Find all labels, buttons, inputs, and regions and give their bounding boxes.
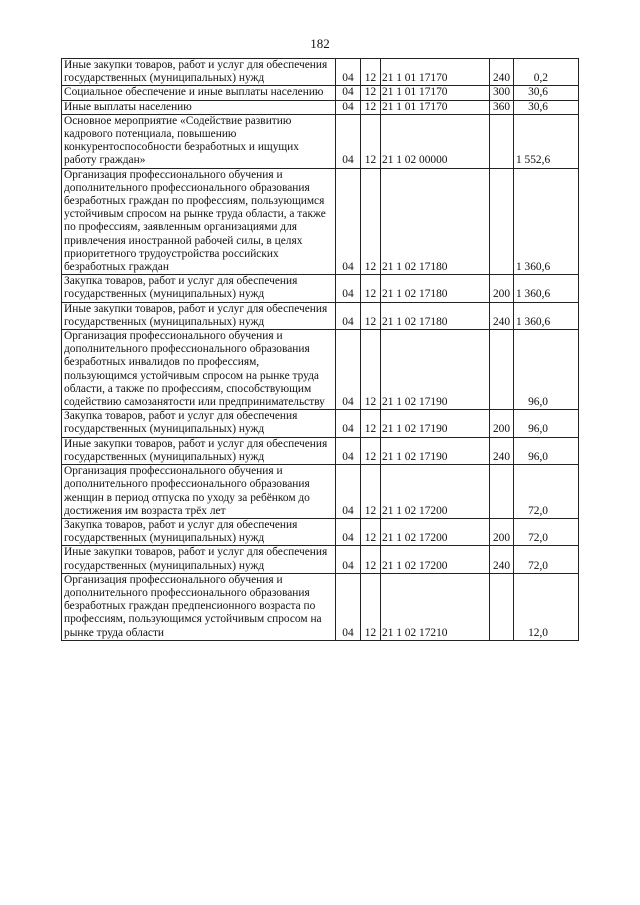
row-section-code: 04 (336, 168, 361, 275)
row-name: Закупка товаров, работ и услуг для обеспечения государственных (муниципальных) нужд (62, 410, 336, 437)
table-row (62, 518, 579, 545)
row-subsection-code: 12 (361, 465, 381, 519)
table-row (62, 302, 579, 329)
row-expense-type-code: 200 (490, 410, 514, 437)
table-row (62, 114, 579, 168)
row-target-article-code: 21 1 02 00000 (381, 114, 490, 168)
row-target-article-code: 21 1 02 17200 (381, 546, 490, 573)
row-name: Иные закупки товаров, работ и услуг для обеспечения государственных (муниципальных) нужд (62, 59, 336, 86)
row-section-code: 04 (336, 275, 361, 302)
row-subsection-code: 12 (361, 546, 381, 573)
table-row (62, 100, 579, 114)
row-section-code: 04 (336, 437, 361, 464)
row-amount: 30,6 (514, 86, 579, 100)
budget-table-body (62, 59, 579, 641)
table-row (62, 546, 579, 573)
table-row (62, 168, 579, 275)
row-expense-type-code (490, 465, 514, 519)
row-target-article-code: 21 1 02 17200 (381, 518, 490, 545)
row-subsection-code: 12 (361, 168, 381, 275)
row-subsection-code: 12 (361, 330, 381, 410)
row-section-code: 04 (336, 114, 361, 168)
row-subsection-code: 12 (361, 100, 381, 114)
row-subsection-code: 12 (361, 302, 381, 329)
row-subsection-code: 12 (361, 275, 381, 302)
row-target-article-code: 21 1 02 17180 (381, 275, 490, 302)
table-row (62, 275, 579, 302)
row-amount: 96,0 (514, 437, 579, 464)
table-row (62, 465, 579, 519)
row-target-article-code: 21 1 02 17180 (381, 302, 490, 329)
row-name: Иные выплаты населению (62, 100, 336, 114)
row-name: Организация профессионального обучения и дополнительного профессионального образования женщин в период отпуска по уходу за ребёнком до достижения им возраста трёх лет (62, 465, 336, 519)
row-expense-type-code: 360 (490, 100, 514, 114)
row-subsection-code: 12 (361, 437, 381, 464)
row-subsection-code: 12 (361, 410, 381, 437)
row-name: Закупка товаров, работ и услуг для обеспечения государственных (муниципальных) нужд (62, 518, 336, 545)
row-section-code: 04 (336, 86, 361, 100)
row-subsection-code: 12 (361, 518, 381, 545)
row-amount: 1 360,6 (514, 275, 579, 302)
row-subsection-code: 12 (361, 59, 381, 86)
page-number: 182 (310, 36, 330, 51)
table-row (62, 437, 579, 464)
row-expense-type-code (490, 573, 514, 640)
row-amount: 96,0 (514, 330, 579, 410)
table-row (62, 59, 579, 86)
row-target-article-code: 21 1 02 17190 (381, 410, 490, 437)
row-section-code: 04 (336, 573, 361, 640)
row-amount: 30,6 (514, 100, 579, 114)
row-target-article-code: 21 1 02 17180 (381, 168, 490, 275)
row-target-article-code: 21 1 01 17170 (381, 59, 490, 86)
row-target-article-code: 21 1 02 17190 (381, 330, 490, 410)
row-expense-type-code: 200 (490, 518, 514, 545)
row-subsection-code: 12 (361, 86, 381, 100)
row-name: Иные закупки товаров, работ и услуг для обеспечения государственных (муниципальных) нужд (62, 302, 336, 329)
row-section-code: 04 (336, 330, 361, 410)
row-target-article-code: 21 1 01 17170 (381, 86, 490, 100)
row-section-code: 04 (336, 518, 361, 545)
row-amount: 1 552,6 (514, 114, 579, 168)
row-subsection-code: 12 (361, 114, 381, 168)
row-name: Социальное обеспечение и иные выплаты населению (62, 86, 336, 100)
row-name: Организация профессионального обучения и дополнительного профессионального образования безработных граждан по профессиям, пользующимся устойчивым спросом на рынке труда области, а также по профессиям, заявленным организациями для привлечения иностранной рабочей силы, в целях приоритетного трудоустройства российских безработных граждан (62, 168, 336, 275)
row-name: Организация профессионального обучения и дополнительного профессионального образования безработных инвалидов по профессиям, пользующимся устойчивым спросом на рынке труда области, а также по профессиям, способствующим содействию самозанятости или предпринимательству (62, 330, 336, 410)
row-amount: 0,2 (514, 59, 579, 86)
row-section-code: 04 (336, 546, 361, 573)
row-target-article-code: 21 1 02 17210 (381, 573, 490, 640)
row-expense-type-code: 240 (490, 302, 514, 329)
table-row (62, 410, 579, 437)
row-amount: 1 360,6 (514, 302, 579, 329)
row-section-code: 04 (336, 302, 361, 329)
row-target-article-code: 21 1 02 17190 (381, 437, 490, 464)
table-row (62, 573, 579, 640)
row-target-article-code: 21 1 02 17200 (381, 465, 490, 519)
row-subsection-code: 12 (361, 573, 381, 640)
row-section-code: 04 (336, 100, 361, 114)
row-amount: 72,0 (514, 518, 579, 545)
row-name: Закупка товаров, работ и услуг для обеспечения государственных (муниципальных) нужд (62, 275, 336, 302)
row-expense-type-code: 300 (490, 86, 514, 100)
row-name: Иные закупки товаров, работ и услуг для обеспечения государственных (муниципальных) нужд (62, 437, 336, 464)
row-expense-type-code: 240 (490, 59, 514, 86)
row-expense-type-code (490, 114, 514, 168)
table-row (62, 330, 579, 410)
row-expense-type-code (490, 330, 514, 410)
row-section-code: 04 (336, 410, 361, 437)
row-name: Иные закупки товаров, работ и услуг для обеспечения государственных (муниципальных) нужд (62, 546, 336, 573)
row-expense-type-code: 240 (490, 437, 514, 464)
row-amount: 12,0 (514, 573, 579, 640)
row-amount: 72,0 (514, 546, 579, 573)
row-expense-type-code: 240 (490, 546, 514, 573)
row-amount: 96,0 (514, 410, 579, 437)
row-expense-type-code: 200 (490, 275, 514, 302)
row-expense-type-code (490, 168, 514, 275)
row-section-code: 04 (336, 465, 361, 519)
table-row (62, 86, 579, 100)
row-name: Основное мероприятие «Содействие развитию кадрового потенциала, повышению конкурентоспособности безработных и ищущих работу граждан» (62, 114, 336, 168)
budget-table (61, 58, 579, 641)
row-amount: 1 360,6 (514, 168, 579, 275)
row-amount: 72,0 (514, 465, 579, 519)
row-section-code: 04 (336, 59, 361, 86)
row-target-article-code: 21 1 01 17170 (381, 100, 490, 114)
row-name: Организация профессионального обучения и дополнительного профессионального образования безработных граждан предпенсионного возраста по профессиям, пользующимся устойчивым спросом на рынке труда области (62, 573, 336, 640)
